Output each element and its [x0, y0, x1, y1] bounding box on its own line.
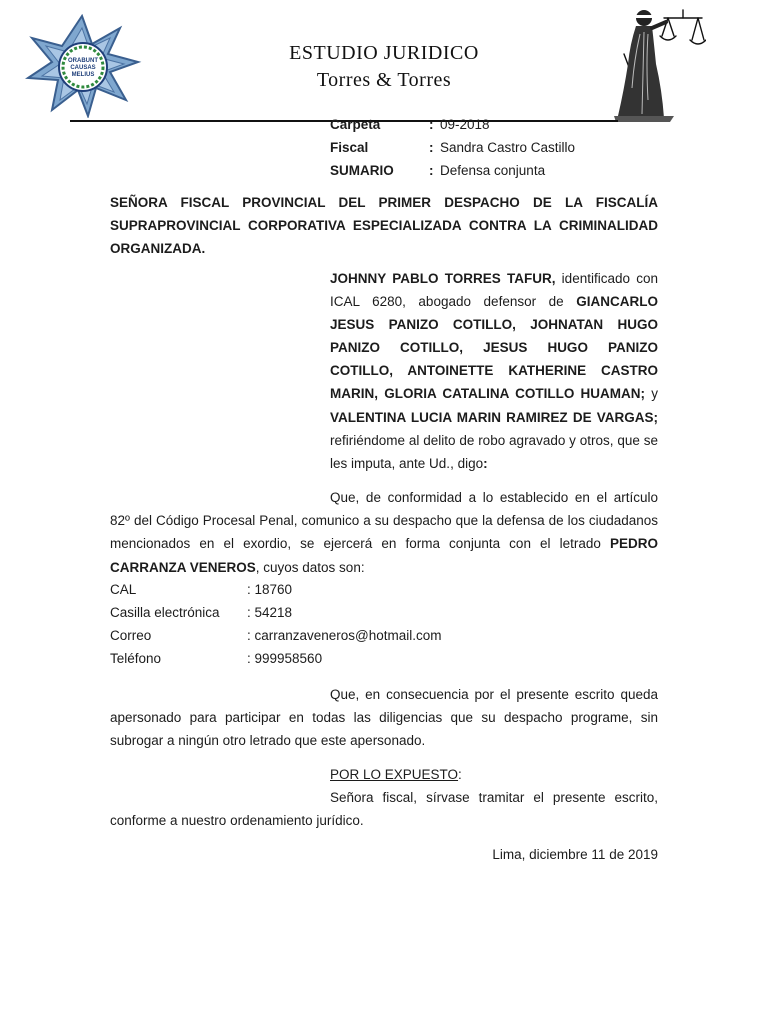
emblem-text-2: CAUSAS — [70, 65, 96, 71]
por-lo-expuesto — [330, 765, 462, 785]
client-name-last: VALENTINA LUCIA MARIN RAMIREZ DE VARGAS; — [330, 409, 658, 425]
data-row-cal — [110, 580, 293, 600]
star-emblem-icon — [22, 14, 142, 118]
data-label: Teléfono — [110, 651, 162, 666]
data-row-casilla — [110, 603, 293, 623]
data-value: : carranzaveneros@hotmail.com — [247, 628, 442, 643]
client-names: GIANCARLO JESUS PANIZO COTILLO, JOHNATAN HUGO PANIZO COTILLO, JESUS HUGO PANIZO COTILLO, ANTOINETTE KATHERINE CASTRO MARIN, GLORIA CATALINA COTILLO HUAMAN; — [330, 294, 658, 402]
data-value: : 999958560 — [247, 651, 323, 666]
designation-paragraph — [110, 486, 658, 579]
lady-justice-icon — [604, 4, 706, 122]
petition-text: Señora fiscal, sírvase tramitar el presente escrito, conforme a nuestro ordenamiento jurídico. — [110, 790, 658, 829]
date-place: Lima, diciembre 11 de 2019 — [492, 847, 658, 862]
data-value: : 18760 — [247, 582, 293, 597]
firm-name: ESTUDIO JURIDICO — [289, 42, 479, 64]
meta-value: Sandra Castro Castillo — [440, 140, 576, 155]
data-value: : 54218 — [247, 605, 293, 620]
data-label: Casilla electrónica — [110, 605, 220, 620]
data-row-telefono — [110, 649, 323, 669]
data-row-correo — [110, 626, 442, 646]
expuesto-label: POR LO EXPUESTO — [330, 767, 459, 782]
meta-colon: : — [429, 117, 434, 132]
emblem-text-3: MELIUS — [71, 72, 95, 78]
lawyer-name: JOHNNY PABLO TORRES TAFUR, — [330, 271, 556, 286]
meta-label: Fiscal — [330, 140, 369, 155]
intro-text-2: y — [645, 386, 658, 402]
meta-value: 09-2018 — [440, 117, 490, 132]
expuesto-colon: : — [458, 767, 462, 782]
intro-text-1: identificado con ICAL 6280, abogado defensor de — [330, 271, 658, 310]
apersonamiento-text: Que, en consecuencia por el presente escrito queda apersonado para participar en todas las diligencias que su despacho programe, sin subrogar a ningún otro letrado que este apersonado. — [110, 687, 658, 749]
addressee-heading: SEÑORA FISCAL PROVINCIAL DEL PRIMER DESPACHO DE LA FISCALÍA SUPRAPROVINCIAL CORPORATIVA ESPECIALIZADA CONTRA LA CRIMINALIDAD ORGANIZADA. — [110, 195, 658, 257]
intro-colon: : — [483, 455, 488, 471]
meta-colon: : — [429, 163, 434, 178]
petition-paragraph — [110, 786, 658, 832]
intro-text-3: refiriéndome al delito de robo agravado y otros, que se les imputa, ante Ud., digo — [330, 432, 658, 471]
apersonamiento-paragraph — [110, 683, 658, 753]
designation-text: Que, de conformidad a lo establecido en el artículo 82º del Código Procesal Penal, comunico a su despacho que la defensa de los ciudadanos mencionados en el exordio, se ejercerá en forma conjunta con el letrado — [110, 490, 658, 552]
meta-label: SUMARIO — [330, 163, 394, 178]
firm-subtitle: Torres & Torres — [316, 69, 452, 91]
meta-colon: : — [429, 140, 434, 155]
meta-label: Carpeta — [330, 117, 381, 132]
designated-lawyer: PEDRO CARRANZA VENEROS — [110, 536, 658, 575]
designation-tail: , cuyos datos son: — [255, 559, 365, 575]
data-label: Correo — [110, 628, 152, 643]
meta-value: Defensa conjunta — [440, 163, 546, 178]
data-label: CAL — [110, 582, 137, 597]
intro-paragraph — [330, 267, 658, 475]
emblem-text-1: ORABUNT — [68, 58, 98, 64]
